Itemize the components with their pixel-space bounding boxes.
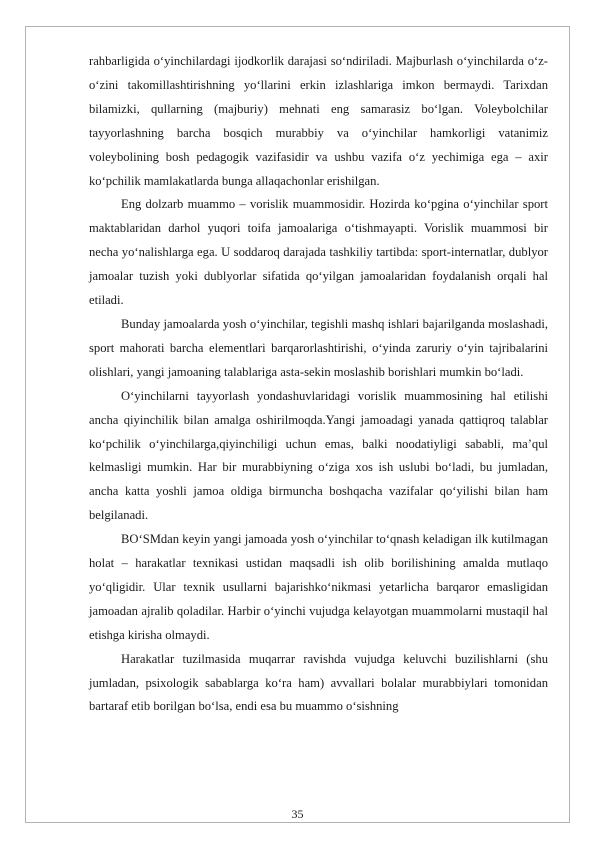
paragraph-6: Harakatlar tuzilmasida muqarrar ravishda vujudga keluvchi buzilishlarni (shu jumladan, psixologik sabablarga ko‘ra ham) avvallari bolalar murabbiylari tomonidan bartaraf etib borilgan bo‘lsa, endi esa bu muammo o‘sishning <box>89 651 548 714</box>
paragraph-5: BO‘SMdan keyin yangi jamoada yosh o‘yinchilar to‘qnash keladigan ilk kutilmagan holat – harakatlar texnikasi ustidan maqsadli ish olib borilishining amalda mutlaqo yo‘qligidir. Ular texnik usullarni bajarishko‘nikmasi yetarlicha barqaror emasligidan jamoadan ajralib qoladilar. Harbir o‘yinchi vujudga kelayotgan muammolarni mustaqil hal etishga kirisha olmaydi. <box>89 532 548 642</box>
paragraph-3: Bunday jamoalarda yosh o‘yinchilar, tegishli mashq ishlari bajarilganda moslashadi, sport mahorati barcha elementlari barqarorlashtirishi, o‘yinda zaruriy o‘yin tajribalarini olishlari, yangi jamoaning talablariga asta-sekin moslashib borishlari mumkin bo‘ladi. <box>89 316 548 379</box>
paragraph-4: O‘yinchilarni tayyorlash yondashuvlaridagi vorislik muammosining hal etilishi ancha qiyinchilik bilan amalga oshirilmoqda.Yangi jamoadagi yanada qattiqroq talablar ko‘pchilik o‘yinchilarga,qiyinchiligi uchun emas, balki noodatiyligi sababli, ma’qul kelmasligi mumkin. Har bir murabbiyning o‘ziga xos ish uslubi bo‘ladi, bu jumladan, ancha katta yoshli jamoa oldiga birmuncha boshqacha vazifalar qo‘yilishi bilan ham belgilanadi. <box>89 388 548 523</box>
page-body <box>89 50 548 719</box>
paragraph-1: rahbarligida o‘yinchilardagi ijodkorlik darajasi so‘ndiriladi. Majburlash o‘yinchilarda o‘z-o‘zini takomillashtirishning yo‘llarini erkin izlashlariga imkon bermaydi. Tarixdan bilamizki, qullarning (majburiy) mehnati eng samarasiz bo‘lgan. Voleybolchilar tayyorlashning barcha bosqich murabbiy va o‘yinchilar hamkorligi vatanimiz voleybolining bosh pedagogik vazifasidir va ushbu vazifa o‘z yechimiga ega – axir ko‘pchilik mamlakatlarda bunga allaqachonlar erishilgan. <box>89 54 548 188</box>
paragraph-2: Eng dolzarb muammo – vorislik muammosidir. Hozirda ko‘pgina o‘yinchilar sport maktablaridan darhol yuqori toifa jamoalariga o‘tishmayapti. Vorislik muammosi bir necha yo‘nalishlarga ega. U soddaroq darajada tashkiliy tartibda: sport-internatlar, dublyor jamoalar tuzish yoki dublyorlar sifatida qo‘yilgan jamoalaridan foydalanish orqali hal etiladi. <box>89 197 548 308</box>
page-number: 35 <box>291 807 304 821</box>
